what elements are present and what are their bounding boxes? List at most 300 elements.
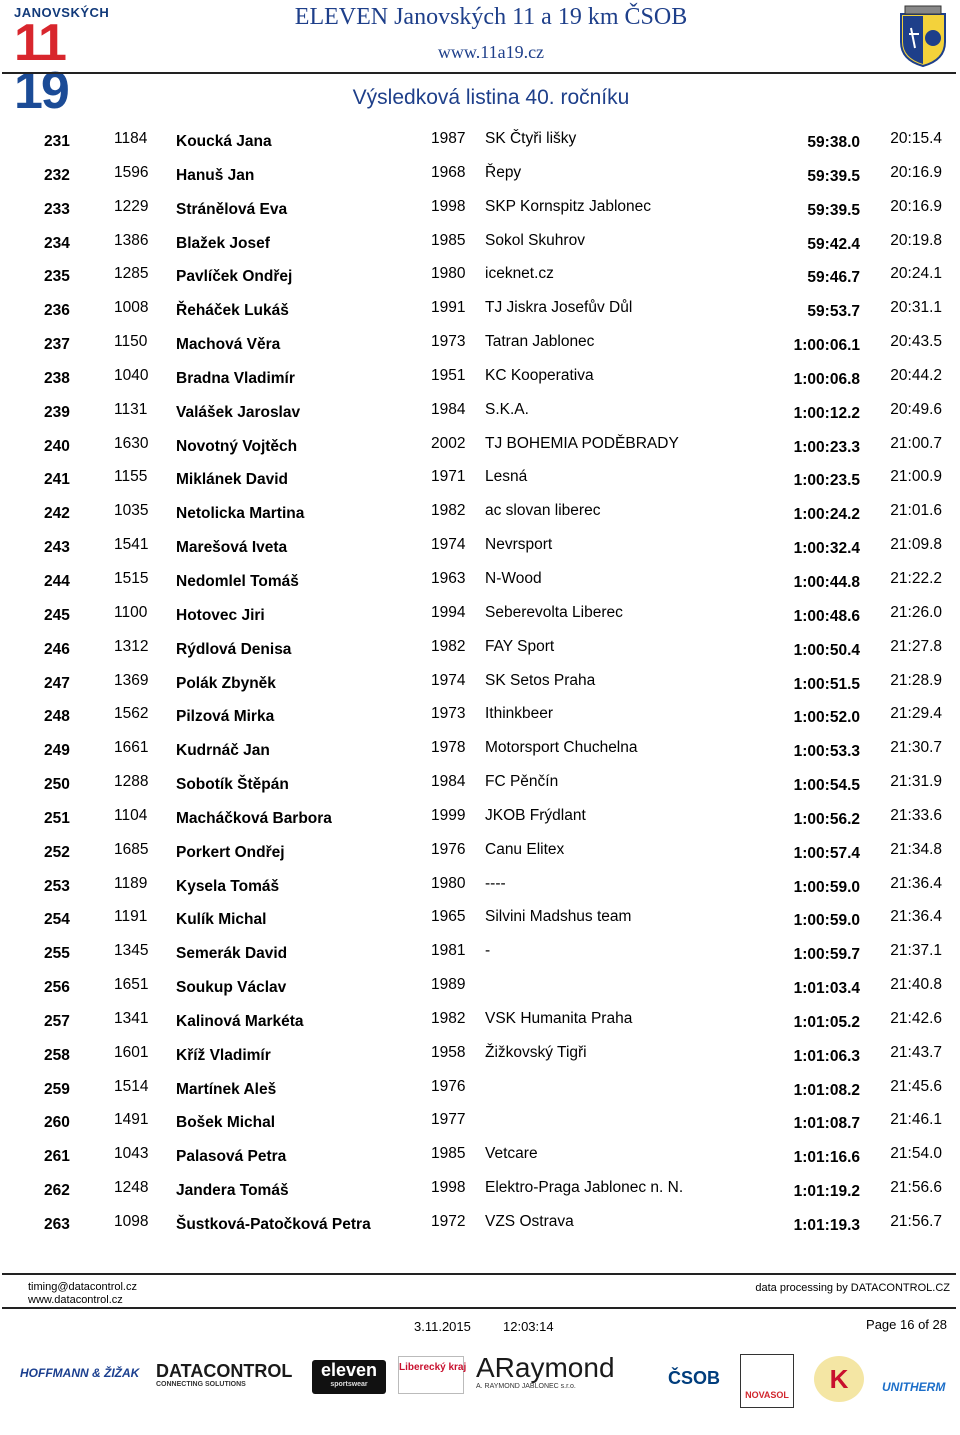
finish-time: 1:00:12.2 <box>793 404 860 422</box>
birth-year: 1972 <box>431 1213 466 1230</box>
place: 246 <box>44 640 70 658</box>
club-name: SKP Kornspitz Jablonec <box>485 197 652 215</box>
sponsor-hoffmann-logo <box>20 1366 139 1380</box>
bib-number: 1386 <box>114 231 149 249</box>
runner-name: Kříž Vladimír <box>176 1046 271 1064</box>
club-name: Ithinkbeer <box>485 705 554 723</box>
logo-text: JANOVSKÝCH <box>14 5 110 20</box>
result-row <box>0 366 960 400</box>
birth-year: 1977 <box>431 1111 466 1129</box>
place: 233 <box>44 200 70 218</box>
place: 257 <box>44 1012 70 1030</box>
birth-year: 2002 <box>431 434 466 452</box>
bib-number: 1562 <box>114 705 149 723</box>
birth-year: 1985 <box>431 1145 466 1163</box>
bib-number: 1155 <box>114 468 148 486</box>
bib-number: 1491 <box>114 1111 149 1129</box>
footer-divider <box>2 1273 956 1275</box>
bib-number: 1248 <box>114 1179 149 1197</box>
club-name: - <box>485 942 491 960</box>
place: 234 <box>44 234 70 252</box>
runner-name: Bradna Vladimír <box>176 369 295 387</box>
sponsor-tagline: sportswear <box>330 1381 368 1388</box>
runner-name: Šustková-Patočková Petra <box>176 1216 371 1233</box>
time-loss: 21:45.6 <box>890 1077 942 1095</box>
sponsor-liberecky-kraj-logo <box>398 1356 467 1394</box>
club-name: Sokol Skuhrov <box>485 231 585 249</box>
result-row <box>0 1178 960 1212</box>
birth-year: 1998 <box>431 1179 466 1197</box>
time-loss: 21:01.6 <box>890 502 942 520</box>
result-row <box>0 501 960 535</box>
place: 235 <box>44 268 70 286</box>
sponsor-tagline: CONNECTING SOLUTIONS <box>156 1381 246 1388</box>
time-loss: 21:54.0 <box>890 1145 942 1163</box>
finish-time: 1:00:52.0 <box>793 709 860 727</box>
birth-year: 1998 <box>431 197 466 215</box>
birth-year: 1980 <box>431 874 466 892</box>
place: 248 <box>44 708 70 726</box>
bib-number: 1150 <box>114 333 148 351</box>
club-name: SK Setos Praha <box>485 671 596 689</box>
result-row <box>0 704 960 738</box>
bib-number: 1191 <box>114 908 148 926</box>
bib-number: 1100 <box>114 603 148 621</box>
club-name: Silvini Madshus team <box>485 908 632 926</box>
finish-time: 1:00:56.2 <box>793 810 860 828</box>
time-loss: 21:42.6 <box>890 1009 942 1027</box>
bib-number: 1661 <box>114 739 149 757</box>
footer-date: 3.11.2015 <box>414 1319 471 1334</box>
result-row <box>0 298 960 332</box>
sponsor-csob-logo <box>668 1368 720 1389</box>
finish-time: 1:00:44.8 <box>793 573 860 591</box>
place: 232 <box>44 166 70 184</box>
finish-time: 59:42.4 <box>807 235 860 253</box>
bib-number: 1345 <box>114 942 149 960</box>
club-name: iceknet.cz <box>485 265 554 283</box>
footer-processing: data processing by DATACONTROL.CZ <box>755 1282 950 1294</box>
place: 243 <box>44 539 70 557</box>
sponsor-name: ARaymond <box>476 1352 615 1383</box>
birth-year: 1980 <box>431 265 466 283</box>
footer-email[interactable]: timing@datacontrol.cz <box>28 1281 137 1293</box>
finish-time: 1:01:16.6 <box>793 1149 860 1167</box>
finish-time: 1:00:06.1 <box>793 337 860 355</box>
finish-time: 1:00:59.0 <box>793 878 860 896</box>
place: 236 <box>44 302 70 320</box>
time-loss: 21:43.7 <box>890 1043 942 1061</box>
club-name: FC Pěnčín <box>485 773 559 791</box>
time-loss: 21:09.8 <box>890 536 942 554</box>
time-loss: 21:34.8 <box>890 840 942 858</box>
runner-name: Řeháček Lukáš <box>176 302 289 320</box>
finish-time: 1:01:06.3 <box>793 1047 860 1065</box>
town-crest-icon <box>897 4 949 68</box>
finish-time: 1:00:06.8 <box>793 370 860 388</box>
club-name: Elektro-Praga Jablonec n. N. <box>485 1179 684 1197</box>
birth-year: 1994 <box>431 603 466 621</box>
time-loss: 20:16.9 <box>890 197 942 215</box>
place: 239 <box>44 403 70 421</box>
place: 247 <box>44 674 70 692</box>
result-row <box>0 264 960 298</box>
result-row <box>0 1144 960 1178</box>
finish-time: 1:00:51.5 <box>793 675 860 693</box>
runner-name: Jandera Tomáš <box>176 1182 289 1200</box>
birth-year: 1999 <box>431 806 466 824</box>
finish-time: 1:00:59.0 <box>793 912 860 930</box>
results-table <box>0 129 960 1246</box>
bib-number: 1035 <box>114 502 149 520</box>
finish-time: 59:39.5 <box>807 167 860 185</box>
club-name: ac slovan liberec <box>485 502 601 520</box>
bib-number: 1285 <box>114 265 149 283</box>
birth-year: 1987 <box>431 130 466 147</box>
result-row <box>0 1043 960 1077</box>
birth-year: 1984 <box>431 400 466 418</box>
place: 261 <box>44 1148 70 1166</box>
result-row <box>0 197 960 231</box>
runner-name: Kulík Michal <box>176 911 267 929</box>
result-row <box>0 1077 960 1111</box>
runner-name: Stránělová Eva <box>176 200 288 218</box>
place: 245 <box>44 606 70 624</box>
result-row <box>0 874 960 908</box>
result-row <box>0 400 960 434</box>
finish-time: 1:00:50.4 <box>793 641 860 659</box>
runner-name: Nedomlel Tomáš <box>176 572 299 590</box>
runner-name: Valášek Jaroslav <box>176 403 301 421</box>
time-loss: 21:36.4 <box>890 874 942 892</box>
finish-time: 1:00:54.5 <box>793 777 860 795</box>
club-name: Tatran Jablonec <box>485 333 595 351</box>
time-loss: 21:36.4 <box>890 908 942 926</box>
event-url[interactable]: www.11a19.cz <box>437 42 545 62</box>
time-loss: 21:46.1 <box>890 1111 942 1129</box>
finish-time: 1:01:03.4 <box>793 980 860 998</box>
club-name: Seberevolta Liberec <box>485 603 623 621</box>
sponsor-name: HOFFMANN & ŽIŽAK <box>20 1366 140 1380</box>
result-row <box>0 163 960 197</box>
place: 253 <box>44 877 70 895</box>
club-name: N-Wood <box>485 569 542 587</box>
place: 255 <box>44 945 70 963</box>
place: 252 <box>44 843 70 861</box>
runner-name: Pavlíček Ondřej <box>176 268 293 286</box>
finish-time: 59:38.0 <box>807 134 860 151</box>
sponsor-name: eleven <box>320 1360 378 1380</box>
place: 250 <box>44 776 70 794</box>
runner-name: Palasová Petra <box>176 1148 287 1166</box>
bib-number: 1098 <box>114 1213 149 1230</box>
birth-year: 1973 <box>431 333 466 351</box>
footer-contact <box>28 1281 137 1307</box>
finish-time: 1:01:08.7 <box>793 1115 860 1133</box>
finish-time: 1:01:19.3 <box>793 1217 860 1234</box>
time-loss: 21:22.2 <box>890 569 942 587</box>
runner-name: Rýdlová Denisa <box>176 640 292 658</box>
time-loss: 20:31.1 <box>890 299 942 317</box>
birth-year: 1951 <box>431 366 466 384</box>
finish-time: 1:00:32.4 <box>793 540 860 558</box>
time-loss: 21:00.9 <box>890 468 942 486</box>
club-name: Lesná <box>485 468 528 486</box>
runner-name: Polák Zbyněk <box>176 674 276 692</box>
club-name: Motorsport Chuchelna <box>485 739 638 757</box>
birth-year: 1984 <box>431 773 466 791</box>
bib-number: 1104 <box>114 806 148 824</box>
place: 256 <box>44 979 70 997</box>
time-loss: 21:30.7 <box>890 739 942 757</box>
footer-time: 12:03:14 <box>503 1319 554 1334</box>
result-row <box>0 975 960 1009</box>
finish-time: 1:01:19.2 <box>793 1183 860 1201</box>
place: 244 <box>44 572 70 590</box>
sponsor-name: Liberecký kraj <box>399 1362 467 1373</box>
club-name: KC Kooperativa <box>485 366 594 384</box>
result-row <box>0 1110 960 1144</box>
footer-website[interactable]: www.datacontrol.cz <box>28 1294 123 1306</box>
birth-year: 1982 <box>431 502 466 520</box>
result-row <box>0 637 960 671</box>
logo-numbers: 11 19 <box>14 14 68 120</box>
club-name: ---- <box>485 874 506 892</box>
place: 258 <box>44 1046 70 1064</box>
result-row <box>0 671 960 705</box>
birth-year: 1974 <box>431 671 466 689</box>
finish-time: 59:53.7 <box>807 303 860 321</box>
bib-number: 1040 <box>114 366 149 384</box>
bib-number: 1630 <box>114 434 149 452</box>
finish-time: 1:00:59.7 <box>793 946 860 964</box>
club-name: TJ Jiskra Josefův Důl <box>485 299 633 317</box>
bib-number: 1369 <box>114 671 149 689</box>
finish-time: 1:00:23.5 <box>793 472 860 490</box>
time-loss: 20:16.9 <box>890 163 942 181</box>
club-name: Nevrsport <box>485 536 553 554</box>
finish-time: 1:00:48.6 <box>793 607 860 625</box>
header-divider <box>2 72 956 74</box>
runner-name: Machová Věra <box>176 336 281 354</box>
place: 241 <box>44 471 70 489</box>
sponsor-name: NOVASOL <box>745 1390 789 1400</box>
sponsor-name: K <box>829 1364 849 1394</box>
finish-time: 1:00:57.4 <box>793 844 860 862</box>
sponsor-eleven-logo <box>312 1360 386 1394</box>
bib-number: 1515 <box>114 569 149 587</box>
birth-year: 1989 <box>431 976 466 994</box>
club-name: S.K.A. <box>485 400 529 418</box>
runner-name: Marešová Iveta <box>176 539 288 557</box>
runner-name: Macháčková Barbora <box>176 809 332 827</box>
runner-name: Kysela Tomáš <box>176 877 280 895</box>
result-row <box>0 840 960 874</box>
birth-year: 1971 <box>431 468 466 486</box>
sponsor-novasol-logo <box>740 1354 794 1408</box>
time-loss: 21:31.9 <box>890 773 942 791</box>
place: 237 <box>44 336 70 354</box>
time-loss: 21:29.4 <box>890 705 942 723</box>
result-row <box>0 1009 960 1043</box>
time-loss: 21:56.6 <box>890 1179 942 1197</box>
birth-year: 1981 <box>431 942 466 960</box>
finish-time: 1:01:05.2 <box>793 1013 860 1031</box>
runner-name: Hanuš Jan <box>176 166 255 184</box>
result-row <box>0 569 960 603</box>
club-name: FAY Sport <box>485 637 555 655</box>
result-row <box>0 535 960 569</box>
place: 260 <box>44 1114 70 1132</box>
time-loss: 20:49.6 <box>890 400 942 418</box>
time-loss: 21:26.0 <box>890 603 942 621</box>
time-loss: 21:28.9 <box>890 671 942 689</box>
bib-number: 1596 <box>114 163 149 181</box>
bib-number: 1601 <box>114 1043 149 1061</box>
result-row <box>0 231 960 265</box>
runner-name: Kalinová Markéta <box>176 1012 304 1030</box>
result-row <box>0 941 960 975</box>
club-name: Řepy <box>485 163 522 181</box>
runner-name: Kudrnáč Jan <box>176 742 270 760</box>
runner-name: Semerák David <box>176 945 288 963</box>
finish-time: 1:00:23.3 <box>793 438 860 456</box>
result-row <box>0 434 960 468</box>
place: 240 <box>44 437 70 455</box>
runner-name: Sobotík Štěpán <box>176 776 289 794</box>
event-title: ELEVEN Janovských 11 a 19 km ČSOB <box>294 4 688 30</box>
club-name: Žižkovský Tigři <box>485 1043 587 1061</box>
club-name: TJ BOHEMIA PODĚBRADY <box>485 434 679 452</box>
finish-time: 1:00:53.3 <box>793 743 860 761</box>
bib-number: 1184 <box>114 130 148 147</box>
time-loss: 21:27.8 <box>890 637 942 655</box>
club-name: Vetcare <box>485 1145 538 1163</box>
time-loss: 20:43.5 <box>890 333 942 351</box>
place: 249 <box>44 742 70 760</box>
runner-name: Novotný Vojtěch <box>176 437 298 455</box>
time-loss: 21:37.1 <box>890 942 942 960</box>
runner-name: Pilzová Mirka <box>176 708 275 726</box>
birth-year: 1968 <box>431 163 466 181</box>
sponsor-unitherm-logo <box>882 1380 945 1394</box>
result-row <box>0 467 960 501</box>
runner-name: Bošek Michal <box>176 1114 276 1132</box>
sponsor-k-logo <box>814 1356 864 1402</box>
birth-year: 1978 <box>431 739 466 757</box>
time-loss: 20:44.2 <box>890 366 942 384</box>
place: 254 <box>44 911 70 929</box>
result-row <box>0 603 960 637</box>
result-row <box>0 907 960 941</box>
bib-number: 1341 <box>114 1009 149 1027</box>
club-name: VZS Ostrava <box>485 1213 574 1230</box>
place: 259 <box>44 1080 70 1098</box>
birth-year: 1963 <box>431 569 466 587</box>
birth-year: 1965 <box>431 908 466 926</box>
bib-number: 1288 <box>114 773 149 791</box>
bib-number: 1312 <box>114 637 149 655</box>
place: 231 <box>44 133 70 150</box>
runner-name: Blažek Josef <box>176 234 270 252</box>
sponsor-name: UNITHERM <box>882 1380 946 1394</box>
sponsor-name: ČSOB <box>668 1368 721 1388</box>
birth-year: 1991 <box>431 299 466 317</box>
bib-number: 1043 <box>114 1145 149 1163</box>
club-name: VSK Humanita Praha <box>485 1009 633 1027</box>
bib-number: 1685 <box>114 840 149 858</box>
result-row <box>0 1212 960 1246</box>
club-name: Canu Elitex <box>485 840 565 858</box>
sponsor-tagline: A. RAYMOND JABLONEC s.r.o. <box>476 1383 576 1390</box>
club-name: SK Čtyři lišky <box>485 130 577 147</box>
sponsor-strip <box>0 1350 960 1408</box>
time-loss: 20:24.1 <box>890 265 942 283</box>
runner-name: Martínek Aleš <box>176 1080 277 1098</box>
birth-year: 1976 <box>431 840 466 858</box>
result-row <box>0 772 960 806</box>
finish-time: 1:00:24.2 <box>793 506 860 524</box>
page-number: Page 16 of 28 <box>866 1317 947 1332</box>
bib-number: 1651 <box>114 976 149 994</box>
place: 238 <box>44 369 70 387</box>
finish-time: 59:46.7 <box>807 269 860 287</box>
sponsor-datacontrol-logo <box>156 1362 292 1389</box>
birth-year: 1958 <box>431 1043 466 1061</box>
result-row <box>0 129 960 163</box>
club-name: JKOB Frýdlant <box>485 806 586 824</box>
sponsor-araymond-logo <box>476 1354 615 1391</box>
birth-year: 1974 <box>431 536 466 554</box>
bib-number: 1008 <box>114 299 149 317</box>
bib-number: 1229 <box>114 197 149 215</box>
bib-number: 1131 <box>114 400 148 418</box>
sponsor-name: DATACONTROL <box>156 1361 293 1381</box>
time-loss: 21:40.8 <box>890 976 942 994</box>
runner-name: Soukup Václav <box>176 979 287 997</box>
birth-year: 1973 <box>431 705 466 723</box>
birth-year: 1985 <box>431 231 466 249</box>
birth-year: 1982 <box>431 1009 466 1027</box>
time-loss: 21:33.6 <box>890 806 942 824</box>
runner-name: Miklánek David <box>176 471 288 489</box>
result-row <box>0 738 960 772</box>
finish-time: 1:01:08.2 <box>793 1081 860 1099</box>
runner-name: Netolicka Martina <box>176 505 305 523</box>
result-row <box>0 332 960 366</box>
runner-name: Koucká Jana <box>176 133 272 150</box>
result-row <box>0 806 960 840</box>
time-loss: 21:56.7 <box>890 1213 942 1230</box>
birth-year: 1982 <box>431 637 466 655</box>
footer-divider-2 <box>2 1307 956 1309</box>
place: 242 <box>44 505 70 523</box>
bib-number: 1541 <box>114 536 149 554</box>
time-loss: 21:00.7 <box>890 434 942 452</box>
bib-number: 1514 <box>114 1077 149 1095</box>
time-loss: 20:19.8 <box>890 231 942 249</box>
runner-name: Hotovec Jiri <box>176 606 265 624</box>
runner-name: Porkert Ondřej <box>176 843 285 861</box>
bib-number: 1189 <box>114 874 148 892</box>
time-loss: 20:15.4 <box>890 130 942 147</box>
page-subtitle: Výsledková listina 40. ročníku <box>352 86 630 109</box>
place: 251 <box>44 809 70 827</box>
place: 263 <box>44 1216 70 1233</box>
finish-time: 59:39.5 <box>807 201 860 219</box>
place: 262 <box>44 1182 70 1200</box>
birth-year: 1976 <box>431 1077 466 1095</box>
